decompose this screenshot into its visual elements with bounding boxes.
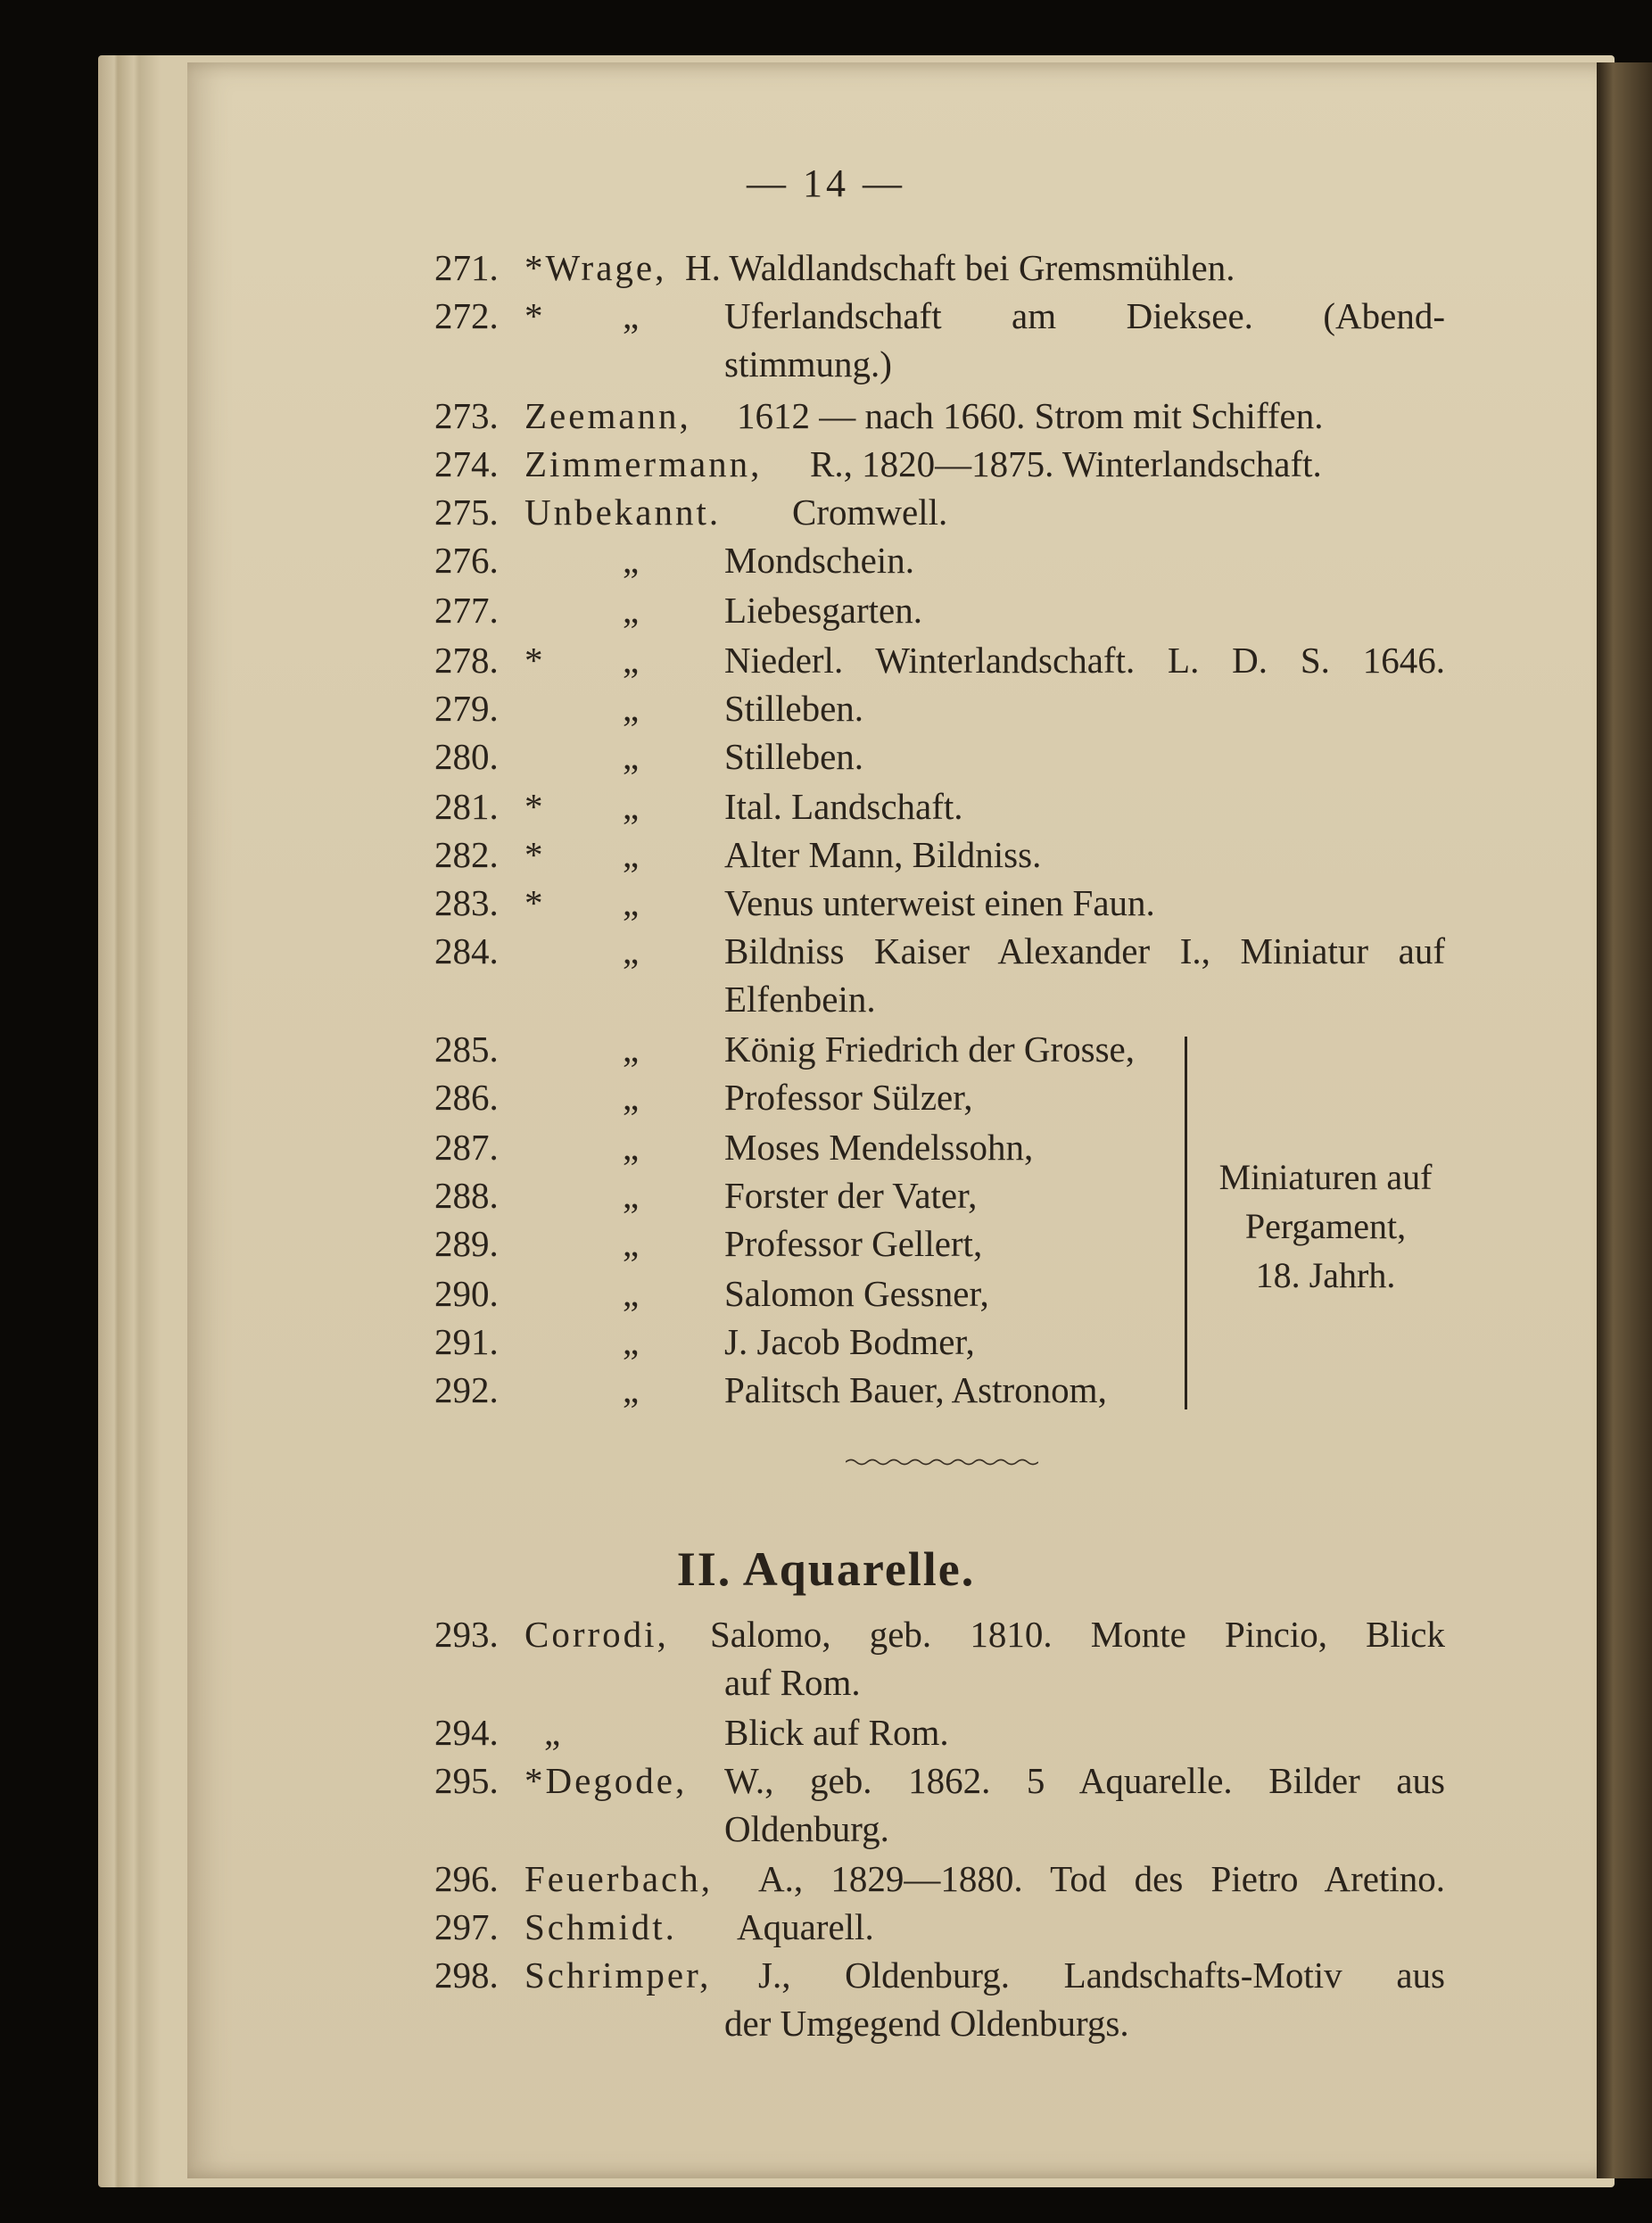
entry-number: 284. bbox=[434, 930, 499, 971]
section-title: II. Aquarelle. bbox=[676, 1542, 976, 1596]
entry-text: König Friedrich der Grosse, bbox=[724, 1029, 1136, 1070]
entry-text: R., 1820—1875. Winterlandschaft. bbox=[810, 443, 1322, 484]
catalog-entry-275 bbox=[0, 487, 1652, 537]
entry-number: 287. bbox=[434, 1127, 499, 1168]
asterisk-mark: * bbox=[525, 882, 543, 923]
entry-text: J., Oldenburg. Landschafts-Motiv aus bbox=[758, 1954, 1445, 1996]
ditto-mark: „ bbox=[623, 295, 640, 336]
entry-text: Ital. Landschaft. bbox=[724, 786, 963, 827]
entry-number: 297. bbox=[434, 1906, 499, 1947]
catalog-entry-279 bbox=[0, 683, 1652, 733]
asterisk-mark: * bbox=[525, 834, 543, 875]
bracket-note-line: Miniaturen auf bbox=[1218, 1157, 1433, 1197]
artist-name: Zeemann, bbox=[525, 395, 691, 436]
entry-text: Cromwell. bbox=[792, 492, 948, 533]
catalog-entry-273 bbox=[0, 391, 1652, 441]
entry-number: 281. bbox=[434, 786, 499, 827]
catalog-entry-274 bbox=[0, 439, 1652, 489]
entry-number: 283. bbox=[434, 882, 499, 923]
entry-number: 295. bbox=[434, 1760, 499, 1801]
ditto-mark: „ bbox=[623, 1369, 640, 1410]
entry-text: H. Waldlandschaft bei Gremsmühlen. bbox=[685, 247, 1235, 288]
ditto-mark: „ bbox=[623, 1175, 640, 1216]
entry-continuation: stimmung.) bbox=[724, 343, 892, 384]
entry-number: 275. bbox=[434, 492, 499, 533]
bracket-note bbox=[1192, 1153, 1459, 1300]
ditto-mark: „ bbox=[544, 1712, 561, 1753]
artist-name: Corrodi, bbox=[525, 1614, 669, 1655]
catalog-entry-291 bbox=[0, 1317, 1652, 1367]
ditto-mark: „ bbox=[623, 1127, 640, 1168]
catalog-entry-277 bbox=[0, 585, 1652, 635]
catalog-entry-271 bbox=[0, 243, 1652, 293]
entry-continuation: Oldenburg. bbox=[724, 1808, 889, 1849]
entry-text: Aquarell. bbox=[737, 1906, 874, 1947]
entry-number: 289. bbox=[434, 1223, 499, 1264]
entry-text: Palitsch Bauer, Astronom, bbox=[724, 1369, 1107, 1410]
catalog-entry-283 bbox=[0, 878, 1652, 928]
entry-number: 292. bbox=[434, 1369, 499, 1410]
ditto-mark: „ bbox=[623, 930, 640, 971]
ditto-mark: „ bbox=[623, 640, 640, 681]
entry-text: 1612 — nach 1660. Strom mit Schiffen. bbox=[737, 395, 1324, 436]
entry-text: A., 1829—1880. Tod des Pietro Aretino. bbox=[758, 1858, 1445, 1899]
catalog-entry-285 bbox=[0, 1024, 1652, 1074]
catalog-entry-295 bbox=[0, 1756, 1652, 1806]
entry-number: 277. bbox=[434, 590, 499, 631]
artist-name: Feuerbach, bbox=[525, 1858, 713, 1899]
artist-name: Unbekannt. bbox=[525, 492, 722, 533]
entry-text: Alter Mann, Bildniss. bbox=[724, 834, 1042, 875]
artist-name: Zimmermann, bbox=[525, 443, 763, 484]
catalog-entry-298 bbox=[0, 1950, 1652, 2000]
ditto-mark: „ bbox=[623, 736, 640, 777]
entry-number: 278. bbox=[434, 640, 499, 681]
entry-number: 282. bbox=[434, 834, 499, 875]
entry-text: Moses Mendelssohn, bbox=[724, 1127, 1034, 1168]
catalog-entry-292 bbox=[0, 1365, 1652, 1415]
catalog-entry-272 bbox=[0, 291, 1652, 341]
ditto-mark: „ bbox=[623, 834, 640, 875]
ditto-mark: „ bbox=[623, 1077, 640, 1118]
artist-name: Schmidt. bbox=[525, 1906, 677, 1947]
entry-number: 272. bbox=[434, 295, 499, 336]
entry-text: Stilleben. bbox=[724, 688, 864, 729]
entry-text: Salomo, geb. 1810. Monte Pincio, Blick bbox=[710, 1614, 1445, 1655]
entry-number: 293. bbox=[434, 1614, 499, 1655]
artist-name: *Degode, bbox=[525, 1760, 688, 1801]
ditto-mark: „ bbox=[623, 688, 640, 729]
ditto-mark: „ bbox=[623, 1321, 640, 1362]
catalog-entry-296 bbox=[0, 1854, 1652, 1904]
ditto-mark: „ bbox=[623, 590, 640, 631]
entry-text: W., geb. 1862. 5 Aquarelle. Bilder aus bbox=[724, 1760, 1445, 1801]
entry-number: 288. bbox=[434, 1175, 499, 1216]
artist-name: *Wrage, bbox=[525, 247, 667, 288]
entry-number: 280. bbox=[434, 736, 499, 777]
catalog-entry-284 bbox=[0, 926, 1652, 976]
ditto-mark: „ bbox=[623, 882, 640, 923]
entry-text: Blick auf Rom. bbox=[724, 1712, 949, 1753]
entry-number: 294. bbox=[434, 1712, 499, 1753]
catalog-entry-278 bbox=[0, 635, 1652, 685]
entry-continuation: der Umgegend Oldenburgs. bbox=[724, 2003, 1129, 2044]
entry-text: Professor Sülzer, bbox=[724, 1077, 973, 1118]
entry-number: 290. bbox=[434, 1273, 499, 1314]
entry-text: Liebesgarten. bbox=[724, 590, 922, 631]
catalog-entry-293 bbox=[0, 1609, 1652, 1659]
bracket-note-line: Pergament, bbox=[1244, 1206, 1407, 1246]
entry-text: Venus unterweist einen Faun. bbox=[724, 882, 1155, 923]
entry-text: Stilleben. bbox=[724, 736, 864, 777]
entry-number: 279. bbox=[434, 688, 499, 729]
entry-number: 286. bbox=[434, 1077, 499, 1118]
entry-text: Forster der Vater, bbox=[724, 1175, 978, 1216]
entry-text: Niederl. Winterlandschaft. L. D. S. 1646. bbox=[724, 640, 1445, 681]
catalog-entry-286 bbox=[0, 1072, 1652, 1122]
asterisk-mark: * bbox=[525, 640, 543, 681]
entry-number: 274. bbox=[434, 443, 499, 484]
entry-text: Bildniss Kaiser Alexander I., Miniatur auf bbox=[724, 930, 1445, 971]
catalog-entry-280 bbox=[0, 731, 1652, 781]
ditto-mark: „ bbox=[623, 540, 640, 581]
entry-text: Professor Gellert, bbox=[724, 1223, 983, 1264]
entry-number: 298. bbox=[434, 1954, 499, 1996]
catalog-entry-294 bbox=[0, 1707, 1652, 1757]
grouping-brace bbox=[1176, 1037, 1187, 1409]
entry-text: Mondschein. bbox=[724, 540, 914, 581]
asterisk-mark: * bbox=[525, 786, 543, 827]
entry-number: 276. bbox=[434, 540, 499, 581]
entry-number: 296. bbox=[434, 1858, 499, 1899]
entry-text: J. Jacob Bodmer, bbox=[724, 1321, 975, 1362]
entry-text: Salomon Gessner, bbox=[724, 1273, 989, 1314]
ditto-mark: „ bbox=[623, 1029, 640, 1070]
entry-number: 271. bbox=[434, 247, 499, 288]
ditto-mark: „ bbox=[623, 786, 640, 827]
entry-number: 273. bbox=[434, 395, 499, 436]
asterisk-mark: * bbox=[525, 295, 543, 336]
bracket-note-line: 18. Jahrh. bbox=[1255, 1255, 1396, 1295]
entry-number: 291. bbox=[434, 1321, 499, 1362]
ditto-mark: „ bbox=[623, 1273, 640, 1314]
entry-text: Uferlandschaft am Dieksee. (Abend- bbox=[724, 295, 1445, 336]
wavy-divider bbox=[846, 1458, 1038, 1467]
page-number: — 14 — bbox=[747, 161, 905, 205]
catalog-entry-282 bbox=[0, 830, 1652, 880]
ditto-mark: „ bbox=[623, 1223, 640, 1264]
catalog-entry-281 bbox=[0, 781, 1652, 831]
entry-continuation: auf Rom. bbox=[724, 1662, 861, 1703]
artist-name: Schrimper, bbox=[525, 1954, 712, 1996]
catalog-entry-297 bbox=[0, 1902, 1652, 1952]
entry-number: 285. bbox=[434, 1029, 499, 1070]
entry-continuation: Elfenbein. bbox=[724, 979, 876, 1020]
catalog-entry-276 bbox=[0, 535, 1652, 585]
